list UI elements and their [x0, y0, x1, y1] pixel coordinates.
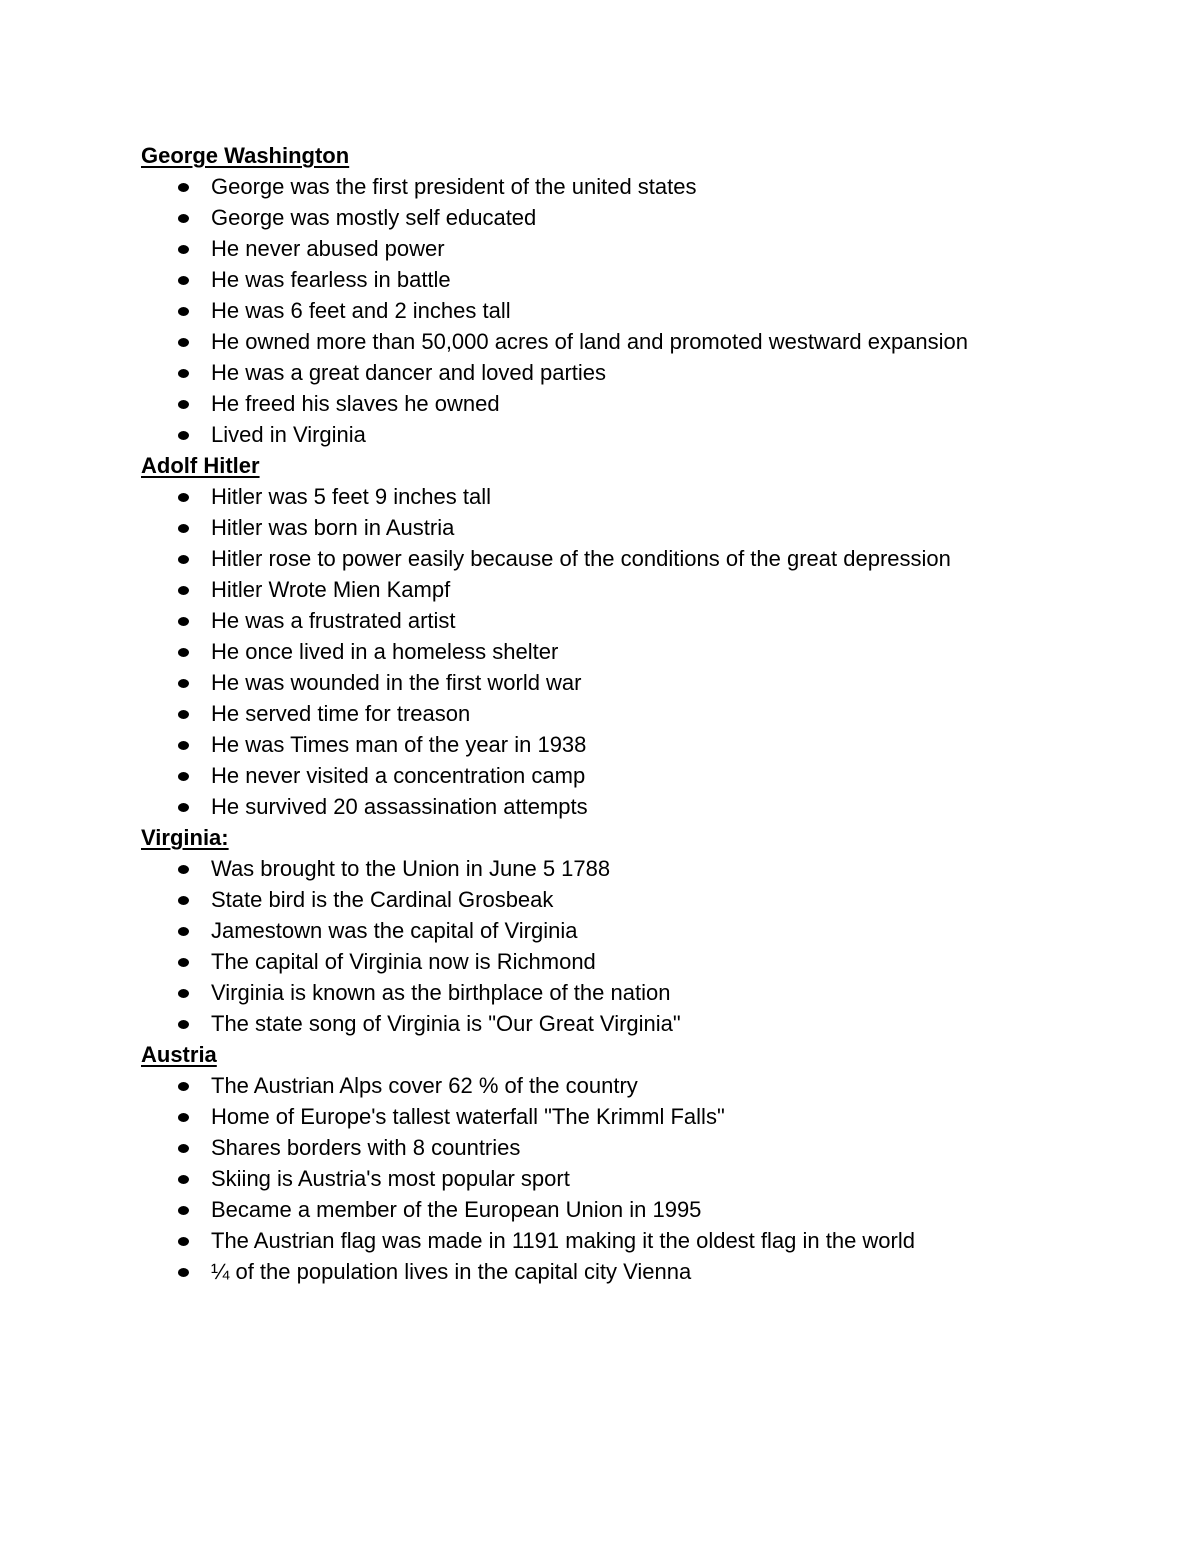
bullet-list — [141, 853, 1101, 1039]
section-george-washington — [141, 140, 1101, 450]
section-austria — [141, 1039, 1101, 1287]
bullet-icon — [178, 586, 189, 595]
bullet-icon — [178, 1082, 189, 1091]
list-item — [141, 1132, 1101, 1163]
list-item — [141, 977, 1101, 1008]
list-item-text: Lived in Virginia — [211, 422, 366, 447]
list-item-text: He was 6 feet and 2 inches tall — [211, 298, 511, 323]
list-item — [141, 419, 1101, 450]
bullet-icon — [178, 865, 189, 874]
list-item — [141, 1008, 1101, 1039]
list-item-text: He once lived in a homeless shelter — [211, 639, 559, 664]
list-item-text: He was wounded in the first world war — [211, 670, 582, 695]
list-item-text: George was the first president of the united states — [211, 174, 697, 199]
list-item-text: State bird is the Cardinal Grosbeak — [211, 887, 554, 912]
list-item — [141, 636, 1101, 667]
list-item-text: Jamestown was the capital of Virginia — [211, 918, 578, 943]
bullet-icon — [178, 400, 189, 409]
list-item — [141, 295, 1101, 326]
bullet-list — [141, 1070, 1101, 1287]
list-item-text: He was a great dancer and loved parties — [211, 360, 607, 385]
list-item-text: He was a frustrated artist — [211, 608, 456, 633]
list-item — [141, 667, 1101, 698]
bullet-list — [141, 481, 1101, 822]
bullet-icon — [178, 183, 189, 192]
list-item-text: ¼ of the population lives in the capital city Vienna — [211, 1259, 692, 1284]
section-virginia — [141, 822, 1101, 1039]
list-item-text: George was mostly self educated — [211, 205, 537, 230]
list-item — [141, 512, 1101, 543]
bullet-icon — [178, 958, 189, 967]
list-item-text: The capital of Virginia now is Richmond — [211, 949, 596, 974]
bullet-icon — [178, 772, 189, 781]
list-item-text: He never abused power — [211, 236, 445, 261]
list-item-text: He was Times man of the year in 1938 — [211, 732, 587, 757]
list-item — [141, 326, 1101, 357]
list-item-text: Was brought to the Union in June 5 1788 — [211, 856, 611, 881]
bullet-icon — [178, 493, 189, 502]
list-item — [141, 264, 1101, 295]
bullet-icon — [178, 741, 189, 750]
section-heading: Adolf Hitler — [141, 453, 260, 478]
list-item-text: Hitler rose to power easily because of the conditions of the great depression — [211, 546, 951, 571]
list-item-text: He served time for treason — [211, 701, 471, 726]
section-heading: George Washington — [141, 143, 350, 168]
section-heading: Virginia: — [141, 825, 229, 850]
bullet-icon — [178, 1113, 189, 1122]
section-heading: Austria — [141, 1042, 217, 1067]
bullet-icon — [178, 927, 189, 936]
list-item — [141, 1256, 1101, 1287]
list-item — [141, 791, 1101, 822]
bullet-icon — [178, 555, 189, 564]
list-item — [141, 884, 1101, 915]
bullet-icon — [178, 1237, 189, 1246]
document-page — [141, 140, 1101, 1287]
list-item — [141, 1163, 1101, 1194]
list-item-text: Virginia is known as the birthplace of the nation — [211, 980, 671, 1005]
bullet-icon — [178, 617, 189, 626]
list-item — [141, 202, 1101, 233]
bullet-icon — [178, 648, 189, 657]
bullet-icon — [178, 1206, 189, 1215]
list-item-text: Hitler Wrote Mien Kampf — [211, 577, 451, 602]
bullet-icon — [178, 524, 189, 533]
bullet-icon — [178, 803, 189, 812]
list-item-text: Home of Europe's tallest waterfall "The Krimml Falls" — [211, 1104, 725, 1129]
list-item-text: Became a member of the European Union in 1995 — [211, 1197, 702, 1222]
bullet-icon — [178, 679, 189, 688]
bullet-icon — [178, 1268, 189, 1277]
bullet-icon — [178, 245, 189, 254]
bullet-icon — [178, 307, 189, 316]
bullet-icon — [178, 214, 189, 223]
list-item — [141, 1225, 1101, 1256]
list-item-text: Hitler was 5 feet 9 inches tall — [211, 484, 492, 509]
list-item-text: The Austrian flag was made in 1191 making it the oldest flag in the world — [211, 1228, 915, 1253]
list-item-text: The state song of Virginia is "Our Great Virginia" — [211, 1011, 681, 1036]
list-item — [141, 1070, 1101, 1101]
list-item — [141, 915, 1101, 946]
list-item — [141, 1101, 1101, 1132]
list-item — [141, 946, 1101, 977]
bullet-icon — [178, 369, 189, 378]
bullet-icon — [178, 710, 189, 719]
list-item-text: Hitler was born in Austria — [211, 515, 455, 540]
list-item-text: He never visited a concentration camp — [211, 763, 586, 788]
list-item-text: Shares borders with 8 countries — [211, 1135, 521, 1160]
bullet-icon — [178, 431, 189, 440]
bullet-icon — [178, 1175, 189, 1184]
list-item-text: He freed his slaves he owned — [211, 391, 500, 416]
list-item — [141, 481, 1101, 512]
list-item — [141, 574, 1101, 605]
bullet-icon — [178, 1020, 189, 1029]
list-item — [141, 171, 1101, 202]
bullet-icon — [178, 276, 189, 285]
section-adolf-hitler — [141, 450, 1101, 822]
list-item — [141, 388, 1101, 419]
list-item — [141, 605, 1101, 636]
list-item — [141, 853, 1101, 884]
list-item — [141, 543, 1101, 574]
list-item — [141, 233, 1101, 264]
list-item-text: He survived 20 assassination attempts — [211, 794, 588, 819]
list-item — [141, 1194, 1101, 1225]
bullet-icon — [178, 989, 189, 998]
list-item-text: He was fearless in battle — [211, 267, 451, 292]
bullet-list — [141, 171, 1101, 450]
bullet-icon — [178, 338, 189, 347]
list-item — [141, 760, 1101, 791]
list-item-text: Skiing is Austria's most popular sport — [211, 1166, 570, 1191]
list-item — [141, 698, 1101, 729]
list-item — [141, 357, 1101, 388]
list-item-text: The Austrian Alps cover 62 % of the country — [211, 1073, 638, 1098]
bullet-icon — [178, 1144, 189, 1153]
bullet-icon — [178, 896, 189, 905]
list-item-text: He owned more than 50,000 acres of land and promoted westward expansion — [211, 329, 969, 354]
list-item — [141, 729, 1101, 760]
